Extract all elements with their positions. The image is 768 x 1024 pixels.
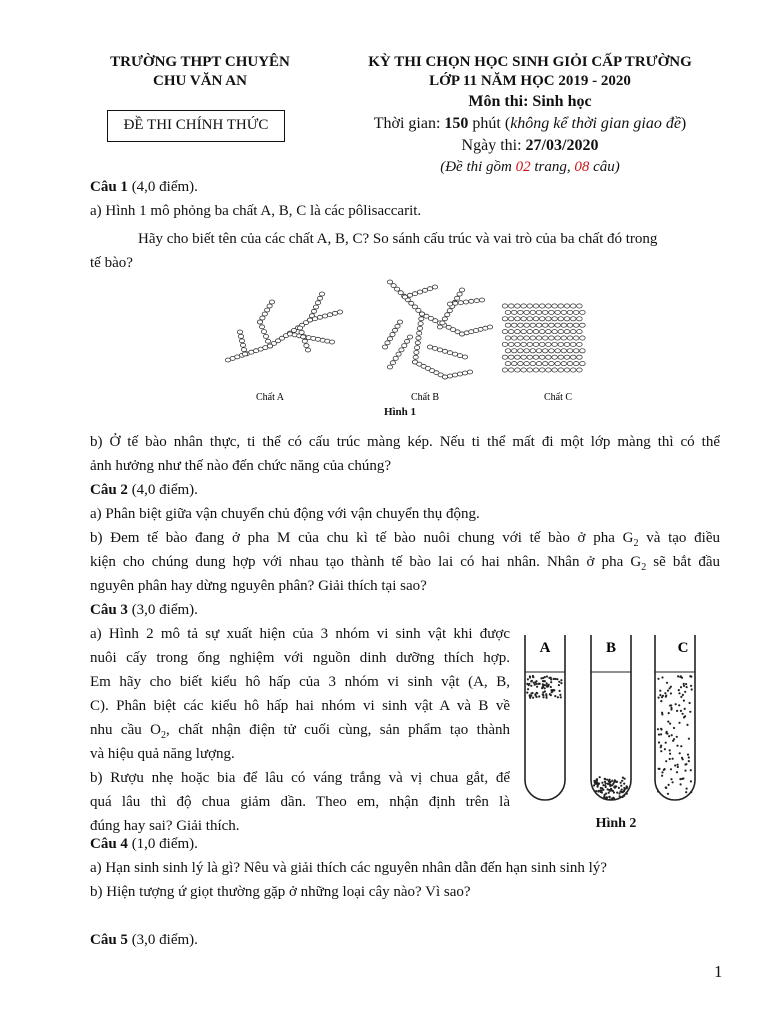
question-4-heading: Câu 4 (1,0 điểm). <box>90 836 198 852</box>
substance-a-label: Chất A <box>255 392 285 403</box>
question-3a-line-3: Em hãy cho biết kiểu hô hấp của 3 nhóm vi sinh vật (A, B, <box>90 674 510 690</box>
tube-b <box>591 635 631 800</box>
tube-a-colonies <box>526 675 562 699</box>
tube-a <box>525 635 565 800</box>
question-3a-line-6: và hiệu quả năng lượng. <box>90 746 235 762</box>
exam-subject: Môn thi: Sinh học <box>468 93 592 110</box>
question-2b-line-2: kiện cho chúng dung hợp với nhau tạo thành tế bào lai có hai nhân. Nhân ở pha $G_2$ sẽ bắt đầu <box>90 554 721 573</box>
question-2b-line-3: nguyên phân hay dừng nguyên phân? Giải thích tại sao? <box>90 578 427 594</box>
question-1b-line-1: b) Ở tế bào nhân thực, ti thể có cấu trúc màng kép. Nếu ti thể mất đi một lớp màng thì có thể <box>90 434 720 450</box>
question-3a-line-5: nhu cầu $O_2$, chất nhận điện tử cuối cùng, sản phẩm tạo thành <box>90 722 511 741</box>
question-3 <box>90 598 510 838</box>
question-2b-line-1: b) Đem tế bào đang ở pha M của chu kì tế bào nuôi chung với tế bào ở pha $G_2$ và tạo điều <box>90 530 720 549</box>
tube-c <box>655 635 695 800</box>
exam-time: Thời gian: 150 phút (không kể thời gian giao đề) <box>373 115 687 132</box>
tube-b-label: B <box>605 640 617 656</box>
question-4a-line: a) Hạn sinh sinh lý là gì? Nêu và giải thích các nguyên nhân dẫn đến hạn sinh sinh lý? <box>90 860 607 876</box>
figure-1-caption: Hình 1 <box>383 406 417 418</box>
exam-pages-note: (Đề thi gồm 02 trang, 08 câu) <box>440 159 620 175</box>
figure-2-test-tubes <box>518 630 718 840</box>
question-5-heading: Câu 5 (3,0 điểm). <box>90 932 198 948</box>
question-4b-line: b) Hiện tượng ứ giọt thường gặp ở những loại cây nào? Vì sao? <box>90 884 471 900</box>
exam-title-line-2: LỚP 11 NĂM HỌC 2019 - 2020 <box>429 73 631 89</box>
question-3b-line-2: quá lâu thì độ chua giảm dần. Theo em, nhận định trên là <box>90 794 510 810</box>
question-1a-line-2: Hãy cho biết tên của các chất A, B, C? So sánh cấu trúc và vai trò của ba chất đó trong <box>138 231 658 247</box>
exam-header <box>330 53 730 177</box>
page-number: 1 <box>714 962 723 981</box>
figure-1-polysaccharides <box>200 272 600 412</box>
question-3a-line-4: C). Phân biệt các kiểu hô hấp hai nhóm vi sinh vật A và B về <box>90 698 510 714</box>
question-3-heading: Câu 3 (3,0 điểm). <box>90 602 198 618</box>
question-1-heading: Câu 1 (4,0 điểm). <box>90 179 198 195</box>
substance-c-label: Chất C <box>543 392 573 403</box>
question-1 <box>90 175 720 275</box>
tube-b-colonies <box>593 776 628 801</box>
question-2 <box>90 478 720 598</box>
question-1a-line-3: tế bào? <box>90 255 133 271</box>
substance-b-illustration <box>382 280 492 379</box>
substance-a-illustration <box>225 292 342 362</box>
exam-date: Ngày thi: 27/03/2020 <box>461 137 599 154</box>
question-1b-line-2: ảnh hưởng như thế nào đến chức năng của chúng? <box>90 458 391 474</box>
substance-c-illustration <box>502 304 585 372</box>
official-exam-box <box>107 110 285 142</box>
question-3a-line-1: a) Hình 2 mô tả sự xuất hiện của 3 nhóm vi sinh vật khi được <box>90 626 510 642</box>
school-line-2: CHU VĂN AN <box>153 73 247 89</box>
figure-2-caption: Hình 2 <box>595 816 637 831</box>
question-5 <box>90 928 720 952</box>
exam-title-line-1: KỲ THI CHỌN HỌC SINH GIỎI CẤP TRƯỜNG <box>368 54 692 70</box>
question-2-heading: Câu 2 (4,0 điểm). <box>90 482 198 498</box>
question-1b <box>90 430 720 478</box>
substance-b-label: Chất B <box>410 392 440 403</box>
question-3b-line-1: b) Rượu nhẹ hoặc bia để lâu có váng trắng và vị chua gắt, để <box>90 770 510 786</box>
tube-c-colonies <box>657 675 693 795</box>
question-3a-line-2: nuôi cấy trong ống nghiệm với nguồn dinh dưỡng thích hợp. <box>90 650 510 666</box>
question-3b-line-3: đúng hay sai? Giải thích. <box>90 818 240 834</box>
question-2a-line: a) Phân biệt giữa vận chuyển chủ động với vận chuyển thụ động. <box>90 506 480 522</box>
question-4 <box>90 832 730 904</box>
tube-c-label: C <box>677 640 689 656</box>
official-exam-label: ĐỀ THI CHÍNH THỨC <box>123 117 269 133</box>
school-name <box>80 53 320 91</box>
question-1a-line-1: a) Hình 1 mô phỏng ba chất A, B, C là các pôlisaccarit. <box>90 203 422 219</box>
tube-a-label: A <box>539 640 551 656</box>
school-line-1: TRƯỜNG THPT CHUYÊN <box>110 54 290 70</box>
